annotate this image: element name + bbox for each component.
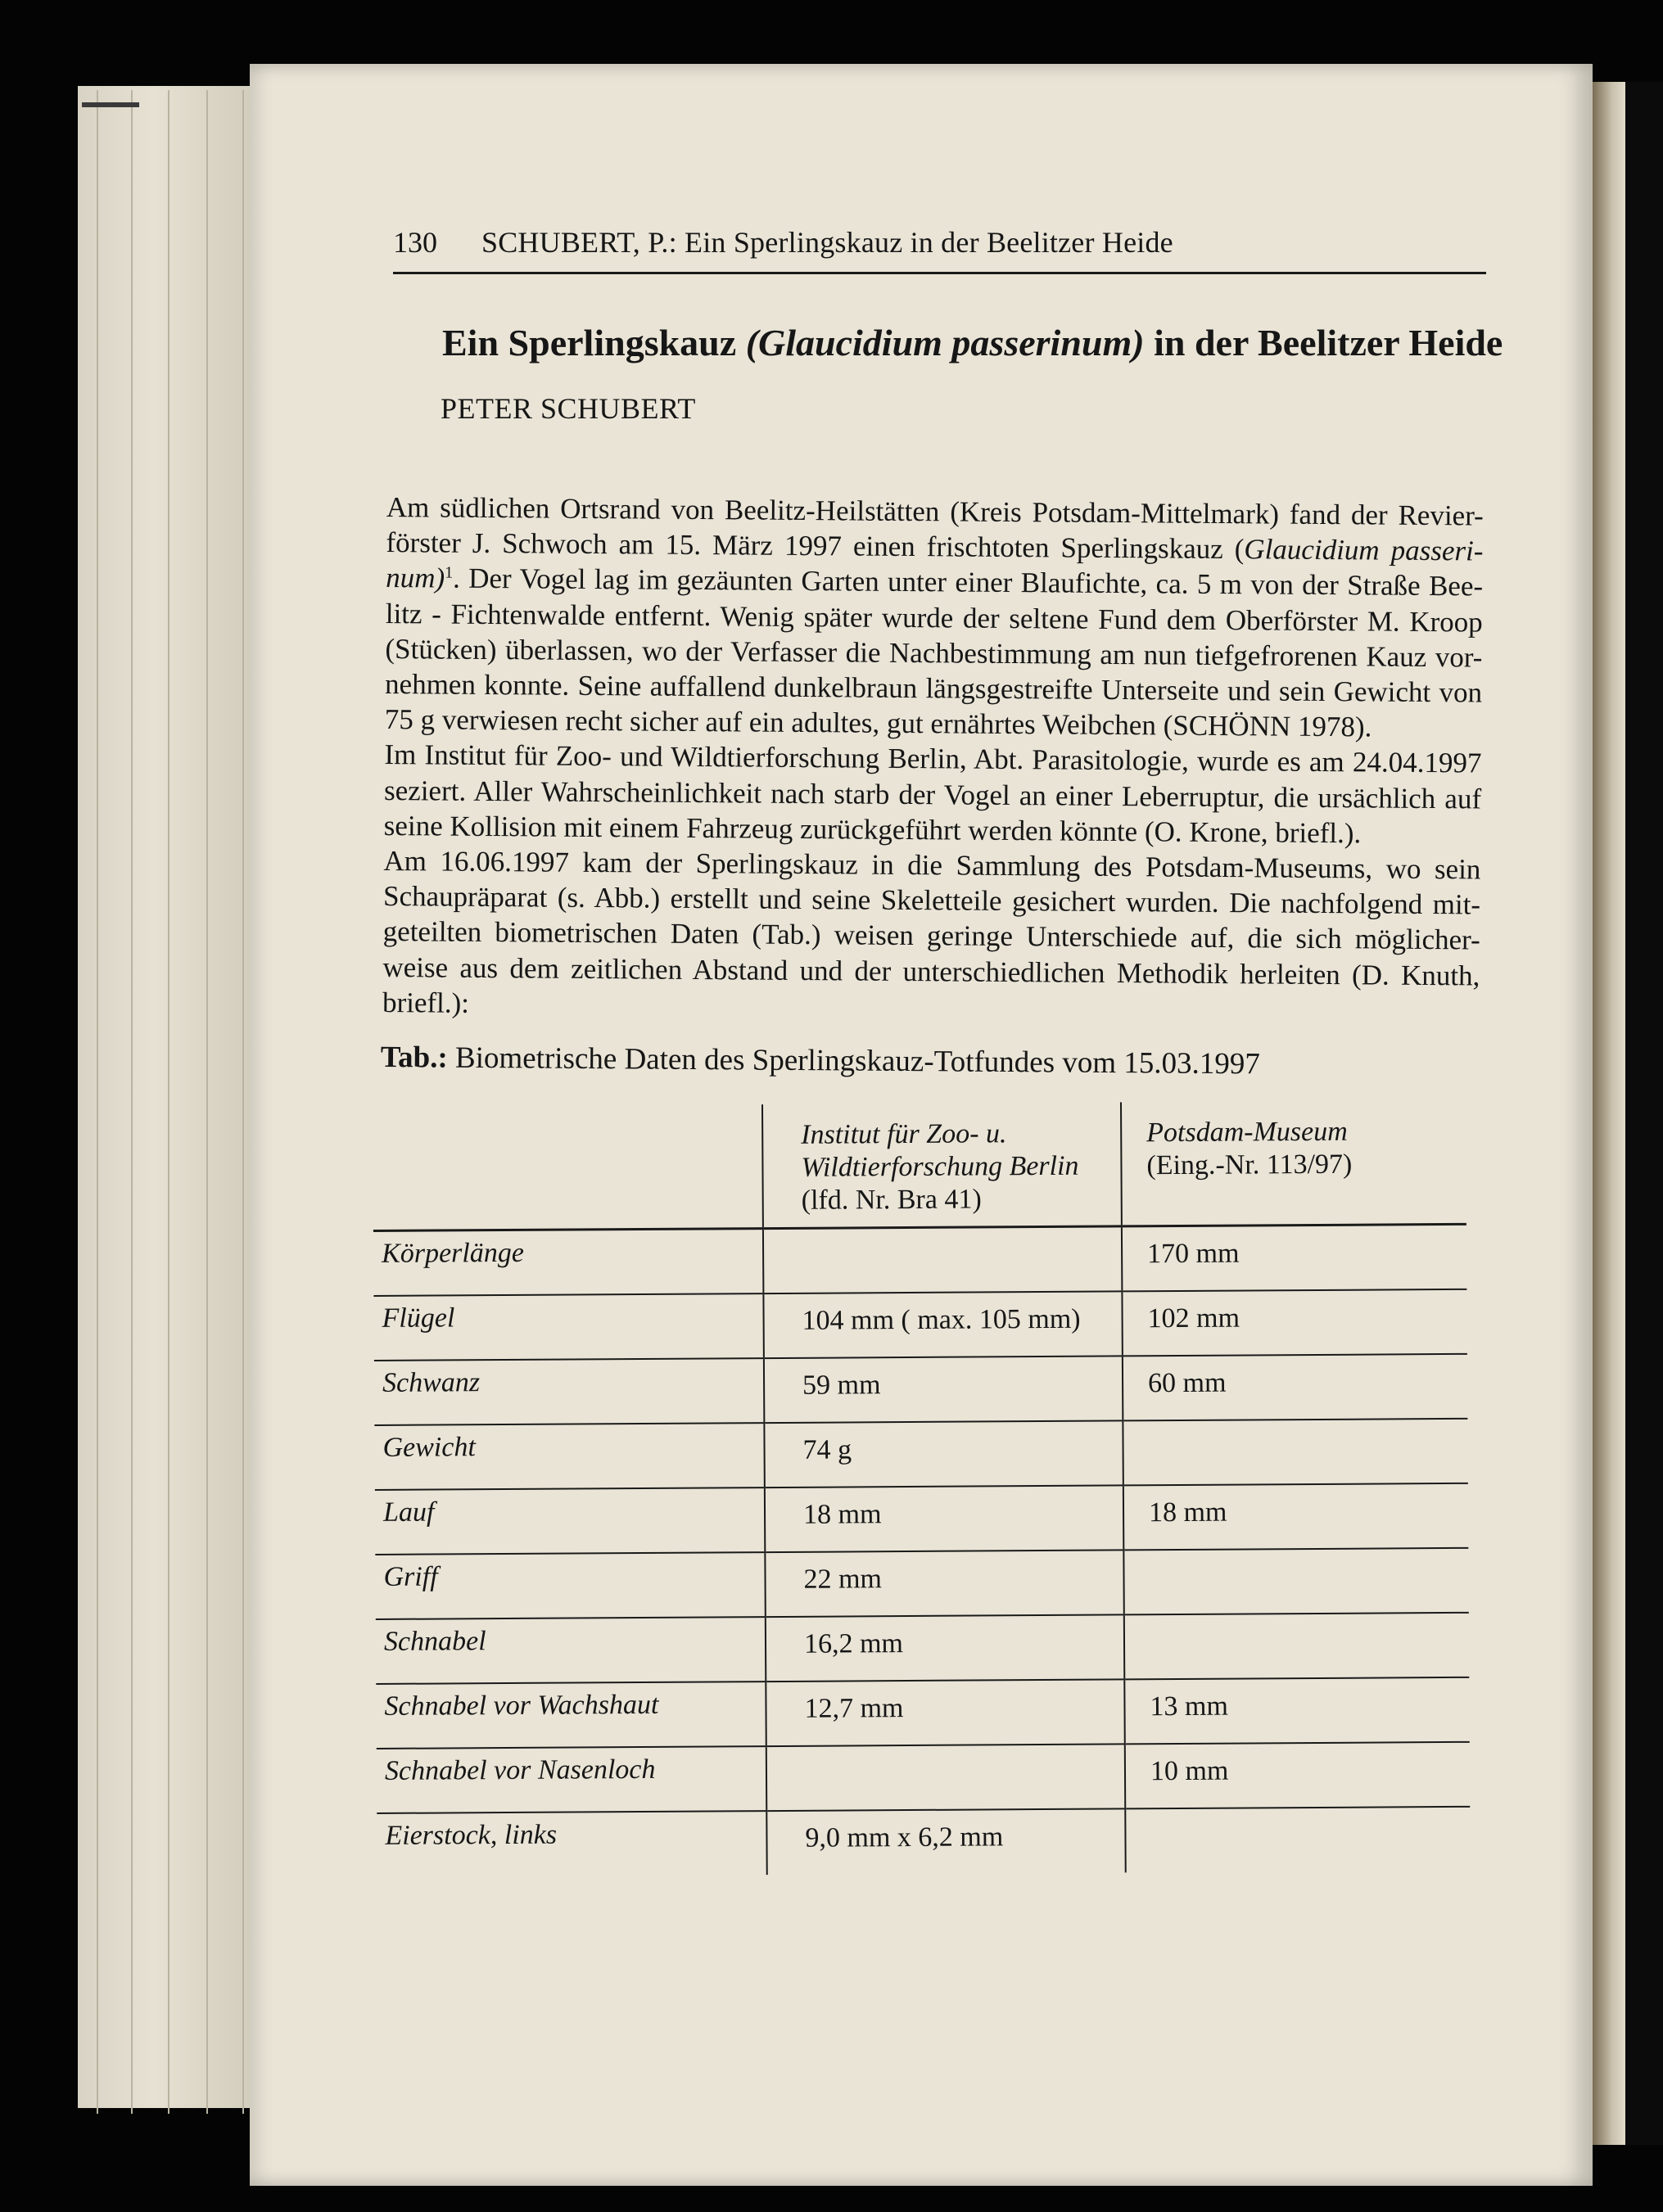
biometric-table-wrap — [373, 1100, 1471, 1877]
footnote-marker: 1 — [445, 563, 454, 583]
article-body — [382, 490, 1484, 1029]
body-line: (Stücken) überlassen, wo der Verfasser die Nachbestimmung am nun tiefgefrorenen Kauz vor- — [385, 632, 1483, 674]
title-prefix: Ein Sperlingskauz — [442, 322, 746, 363]
title-suffix: in der Beelitzer Heide — [1144, 322, 1503, 363]
row-label: Körperlänge — [373, 1229, 763, 1296]
header-berlin — [762, 1102, 1122, 1228]
row-label: Lauf — [375, 1487, 765, 1555]
value-potsdam — [1125, 1807, 1470, 1873]
body-line: nehmen konnte. Seine auffallend dunkelbraun längsgestreifte Unterseite und sein Gewicht von — [384, 668, 1483, 709]
body-text: . Der Vogel lag im gezäunten Garten unter einer Blaufichte, ca. 5 m von der Straße Bee- — [452, 562, 1484, 603]
table-row — [377, 1807, 1470, 1877]
body-line: weise aus dem zeitlichen Abstand und der unterschiedlichen Methodik herleiten (D. Knuth, — [382, 950, 1480, 992]
value-potsdam — [1124, 1613, 1469, 1680]
table-caption — [381, 1040, 1260, 1081]
row-label: Griff — [375, 1552, 765, 1619]
value-berlin: 22 mm — [765, 1550, 1123, 1617]
bookmark-strip — [82, 102, 139, 107]
title-species: (Glaucidium passerinum) — [745, 322, 1145, 363]
row-label: Schnabel vor Wachshaut — [376, 1682, 766, 1749]
value-berlin: 104 mm ( max. 105 mm) — [763, 1291, 1122, 1358]
header-line: (lfd. Nr. Bra 41) — [801, 1184, 982, 1216]
value-potsdam: 10 mm — [1125, 1742, 1470, 1809]
table-row — [375, 1548, 1468, 1619]
table-row — [374, 1419, 1467, 1490]
row-label: Schwanz — [374, 1358, 764, 1425]
value-berlin: 16,2 mm — [766, 1614, 1124, 1682]
body-line: 75 g verwiesen recht sicher auf ein adultes, gut ernährtes Weibchen (SCHÖNN 1978). — [384, 703, 1372, 743]
table-row — [373, 1224, 1466, 1296]
table-header-row — [373, 1100, 1466, 1231]
paragraph-1 — [385, 490, 1484, 746]
next-page-sliver — [1593, 82, 1625, 2145]
right-dark-edge — [1625, 82, 1663, 2145]
body-line: seziert. Aller Wahrscheinlichkeit nach starb der Vogel an einer Leberruptur, die ursächlich auf — [383, 774, 1482, 815]
value-potsdam: 18 mm — [1123, 1483, 1468, 1551]
table-row — [377, 1742, 1470, 1813]
page-edge-line — [242, 90, 244, 2114]
biometric-table — [373, 1100, 1471, 1877]
value-berlin: 59 mm — [764, 1356, 1123, 1423]
value-potsdam: 60 mm — [1123, 1354, 1467, 1421]
value-potsdam: 170 mm — [1122, 1224, 1466, 1291]
page-edge-line — [206, 90, 208, 2114]
row-label: Schnabel — [376, 1617, 766, 1684]
paragraph-2 — [384, 737, 1482, 851]
value-berlin: 18 mm — [765, 1485, 1123, 1552]
value-potsdam — [1123, 1548, 1468, 1615]
table-row — [374, 1354, 1467, 1425]
article-title — [442, 321, 1507, 364]
running-title: SCHUBERT, P.: Ein Sperlingskauz in der Beelitzer Heide — [481, 226, 1173, 259]
header-line: Institut für Zoo- u. — [801, 1118, 1007, 1150]
species-name: num) — [385, 562, 445, 594]
header-empty-cell — [373, 1104, 763, 1230]
caption-label: Tab.: — [380, 1041, 448, 1075]
body-line: Am 16.06.1997 kam der Sperlingskauz in die Sammlung des Potsdam-Museums, wo sein — [383, 845, 1481, 886]
table-row — [375, 1483, 1468, 1555]
body-line: briefl.): — [382, 986, 470, 1019]
caption-text: Biometrische Daten des Sperlingskauz-Totfundes vom 15.03.1997 — [447, 1041, 1261, 1081]
header-line: (Eing.-Nr. 113/97) — [1146, 1149, 1353, 1181]
body-line: seine Kollision mit einem Fahrzeug zurückgeführt werden könnte (O. Krone, briefl.). — [383, 809, 1362, 850]
table-row — [376, 1613, 1469, 1684]
page-edge-line — [168, 90, 169, 2114]
body-line: litz - Fichtenwalde entfernt. Wenig später wurde der seltene Fund dem Oberförster M. Kroop — [385, 597, 1483, 639]
value-berlin: 12,7 mm — [766, 1679, 1124, 1746]
value-potsdam: 102 mm — [1122, 1289, 1466, 1357]
table-row — [376, 1677, 1469, 1749]
row-label: Flügel — [373, 1293, 763, 1361]
body-line: Im Institut für Zoo- und Wildtierforschung Berlin, Abt. Parasitologie, wurde es am 24.04.1997 — [384, 738, 1482, 779]
article-author: PETER SCHUBERT — [441, 392, 696, 425]
value-berlin — [766, 1744, 1125, 1811]
row-label: Gewicht — [374, 1423, 764, 1490]
page-stack-edges — [78, 86, 266, 2108]
header-line: Potsdam-Museum — [1146, 1116, 1348, 1149]
page-edge-line — [131, 90, 133, 2114]
row-label: Schnabel vor Nasenloch — [377, 1746, 766, 1813]
value-berlin: 9,0 mm x 6,2 mm — [766, 1808, 1125, 1875]
row-label: Eierstock, links — [385, 1819, 558, 1851]
header-line: Wildtierforschung Berlin — [801, 1150, 1079, 1183]
body-line: Am südlichen Ortsrand von Beelitz-Heilstätten (Kreis Potsdam-Mittelmark) fand der Revier- — [386, 490, 1484, 532]
species-name: Glaucidium passeri- — [1244, 533, 1484, 567]
header-potsdam — [1121, 1100, 1466, 1226]
table-row — [373, 1289, 1466, 1361]
page-edge-line — [97, 90, 98, 2114]
value-berlin: 74 g — [764, 1420, 1123, 1487]
paragraph-3 — [382, 843, 1481, 1029]
body-line: Schaupräparat (s. Abb.) erstellt und seine Skeletteile gesichert wurden. Die nachfolgend mit- — [382, 880, 1481, 921]
body-line: geteilten biometrischen Daten (Tab.) weisen geringe Unterschiede auf, die sich möglicher- — [382, 915, 1480, 956]
value-berlin — [763, 1226, 1122, 1293]
body-text: förster J. Schwoch am 15. März 1997 einen frischtoten Sperlingskauz ( — [386, 526, 1245, 566]
page-number: 130 — [393, 226, 437, 259]
value-potsdam: 13 mm — [1124, 1677, 1469, 1745]
running-head — [393, 221, 1486, 274]
value-potsdam — [1123, 1419, 1467, 1486]
